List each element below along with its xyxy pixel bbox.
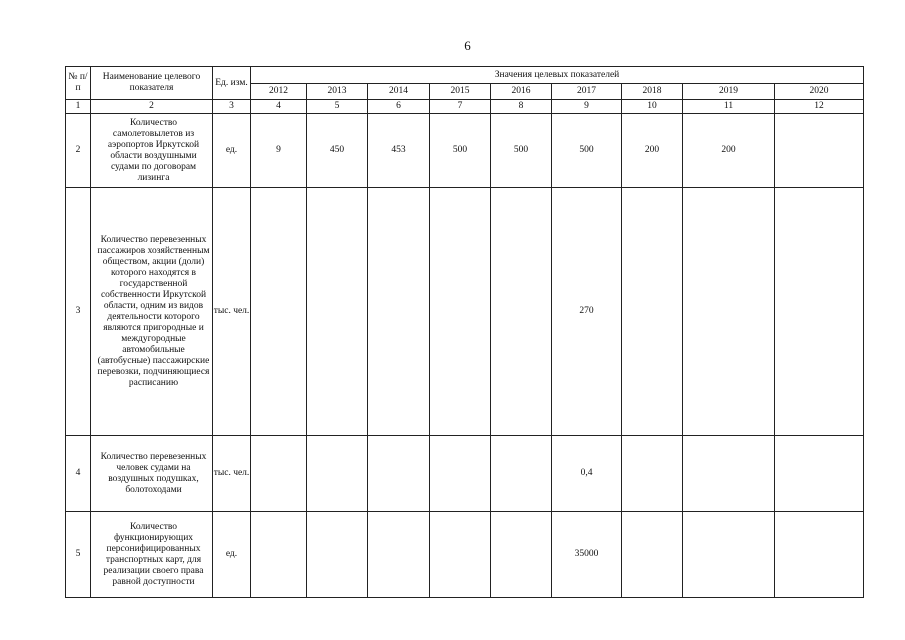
indicator-name: Количество самолетовылетов из аэропортов Иркутской области воздушными судами по договорам лизинга — [91, 114, 213, 188]
value-cell — [683, 512, 775, 598]
column-number: 11 — [683, 100, 775, 114]
header-year: 2015 — [430, 84, 491, 100]
value-cell — [491, 188, 552, 436]
value-cell — [307, 188, 368, 436]
value-cell — [622, 512, 683, 598]
value-cell: 0,4 — [552, 436, 622, 512]
table-row — [66, 436, 864, 512]
value-cell — [491, 436, 552, 512]
column-number: 6 — [368, 100, 430, 114]
header-year: 2016 — [491, 84, 552, 100]
value-cell — [368, 512, 430, 598]
column-number: 10 — [622, 100, 683, 114]
value-cell — [775, 436, 864, 512]
value-cell: 200 — [683, 114, 775, 188]
header-year: 2020 — [775, 84, 864, 100]
unit: ед. — [213, 114, 251, 188]
row-number: 2 — [66, 114, 91, 188]
header-no: № п/п — [66, 67, 91, 100]
value-cell — [251, 512, 307, 598]
header-unit: Ед. изм. — [213, 67, 251, 100]
column-number: 8 — [491, 100, 552, 114]
value-cell — [622, 188, 683, 436]
value-cell — [368, 188, 430, 436]
value-cell — [622, 436, 683, 512]
column-number: 9 — [552, 100, 622, 114]
indicator-name: Количество перевезенных пассажиров хозяйственным обществом, акции (доли) которого находятся в государственной собственности Иркутской области, одним из видов деятельности которого являются пригородные и междугородные автомобильные (автобусные) пассажирские перевозки, подчиняющиеся расписанию — [91, 188, 213, 436]
value-cell — [368, 436, 430, 512]
header-year: 2014 — [368, 84, 430, 100]
header-year: 2019 — [683, 84, 775, 100]
value-cell — [430, 512, 491, 598]
column-number: 5 — [307, 100, 368, 114]
value-cell — [775, 512, 864, 598]
header-values: Значения целевых показателей — [251, 67, 864, 84]
column-number: 7 — [430, 100, 491, 114]
value-cell: 35000 — [552, 512, 622, 598]
target-indicators-table — [65, 66, 864, 598]
value-cell: 9 — [251, 114, 307, 188]
value-cell — [251, 436, 307, 512]
value-cell: 450 — [307, 114, 368, 188]
column-number: 12 — [775, 100, 864, 114]
value-cell: 500 — [430, 114, 491, 188]
value-cell — [683, 436, 775, 512]
table-row — [66, 188, 864, 436]
row-number: 3 — [66, 188, 91, 436]
value-cell: 453 — [368, 114, 430, 188]
header-year: 2018 — [622, 84, 683, 100]
header-year: 2013 — [307, 84, 368, 100]
value-cell — [430, 188, 491, 436]
value-cell: 500 — [552, 114, 622, 188]
value-cell — [775, 114, 864, 188]
header-year: 2012 — [251, 84, 307, 100]
value-cell — [775, 188, 864, 436]
indicator-name: Количество функционирующих персонифицированных транспортных карт, для реализации своего права равной доступности — [91, 512, 213, 598]
column-number: 4 — [251, 100, 307, 114]
column-number: 2 — [91, 100, 213, 114]
unit: ед. — [213, 512, 251, 598]
value-cell — [251, 188, 307, 436]
column-number: 1 — [66, 100, 91, 114]
value-cell: 200 — [622, 114, 683, 188]
value-cell — [683, 188, 775, 436]
indicator-name: Количество перевезенных человек судами на воздушных подушках, болотоходами — [91, 436, 213, 512]
unit: тыс. чел. — [213, 436, 251, 512]
page-number: 6 — [464, 38, 471, 53]
value-cell: 500 — [491, 114, 552, 188]
table-row — [66, 114, 864, 188]
value-cell — [307, 512, 368, 598]
column-number: 3 — [213, 100, 251, 114]
value-cell — [307, 436, 368, 512]
row-number: 4 — [66, 436, 91, 512]
header-name: Наименование целевого показателя — [91, 67, 213, 100]
column-number-row — [66, 100, 864, 114]
value-cell — [491, 512, 552, 598]
value-cell — [430, 436, 491, 512]
table-row — [66, 512, 864, 598]
header-year: 2017 — [552, 84, 622, 100]
row-number: 5 — [66, 512, 91, 598]
value-cell: 270 — [552, 188, 622, 436]
unit: тыс. чел. — [213, 188, 251, 436]
